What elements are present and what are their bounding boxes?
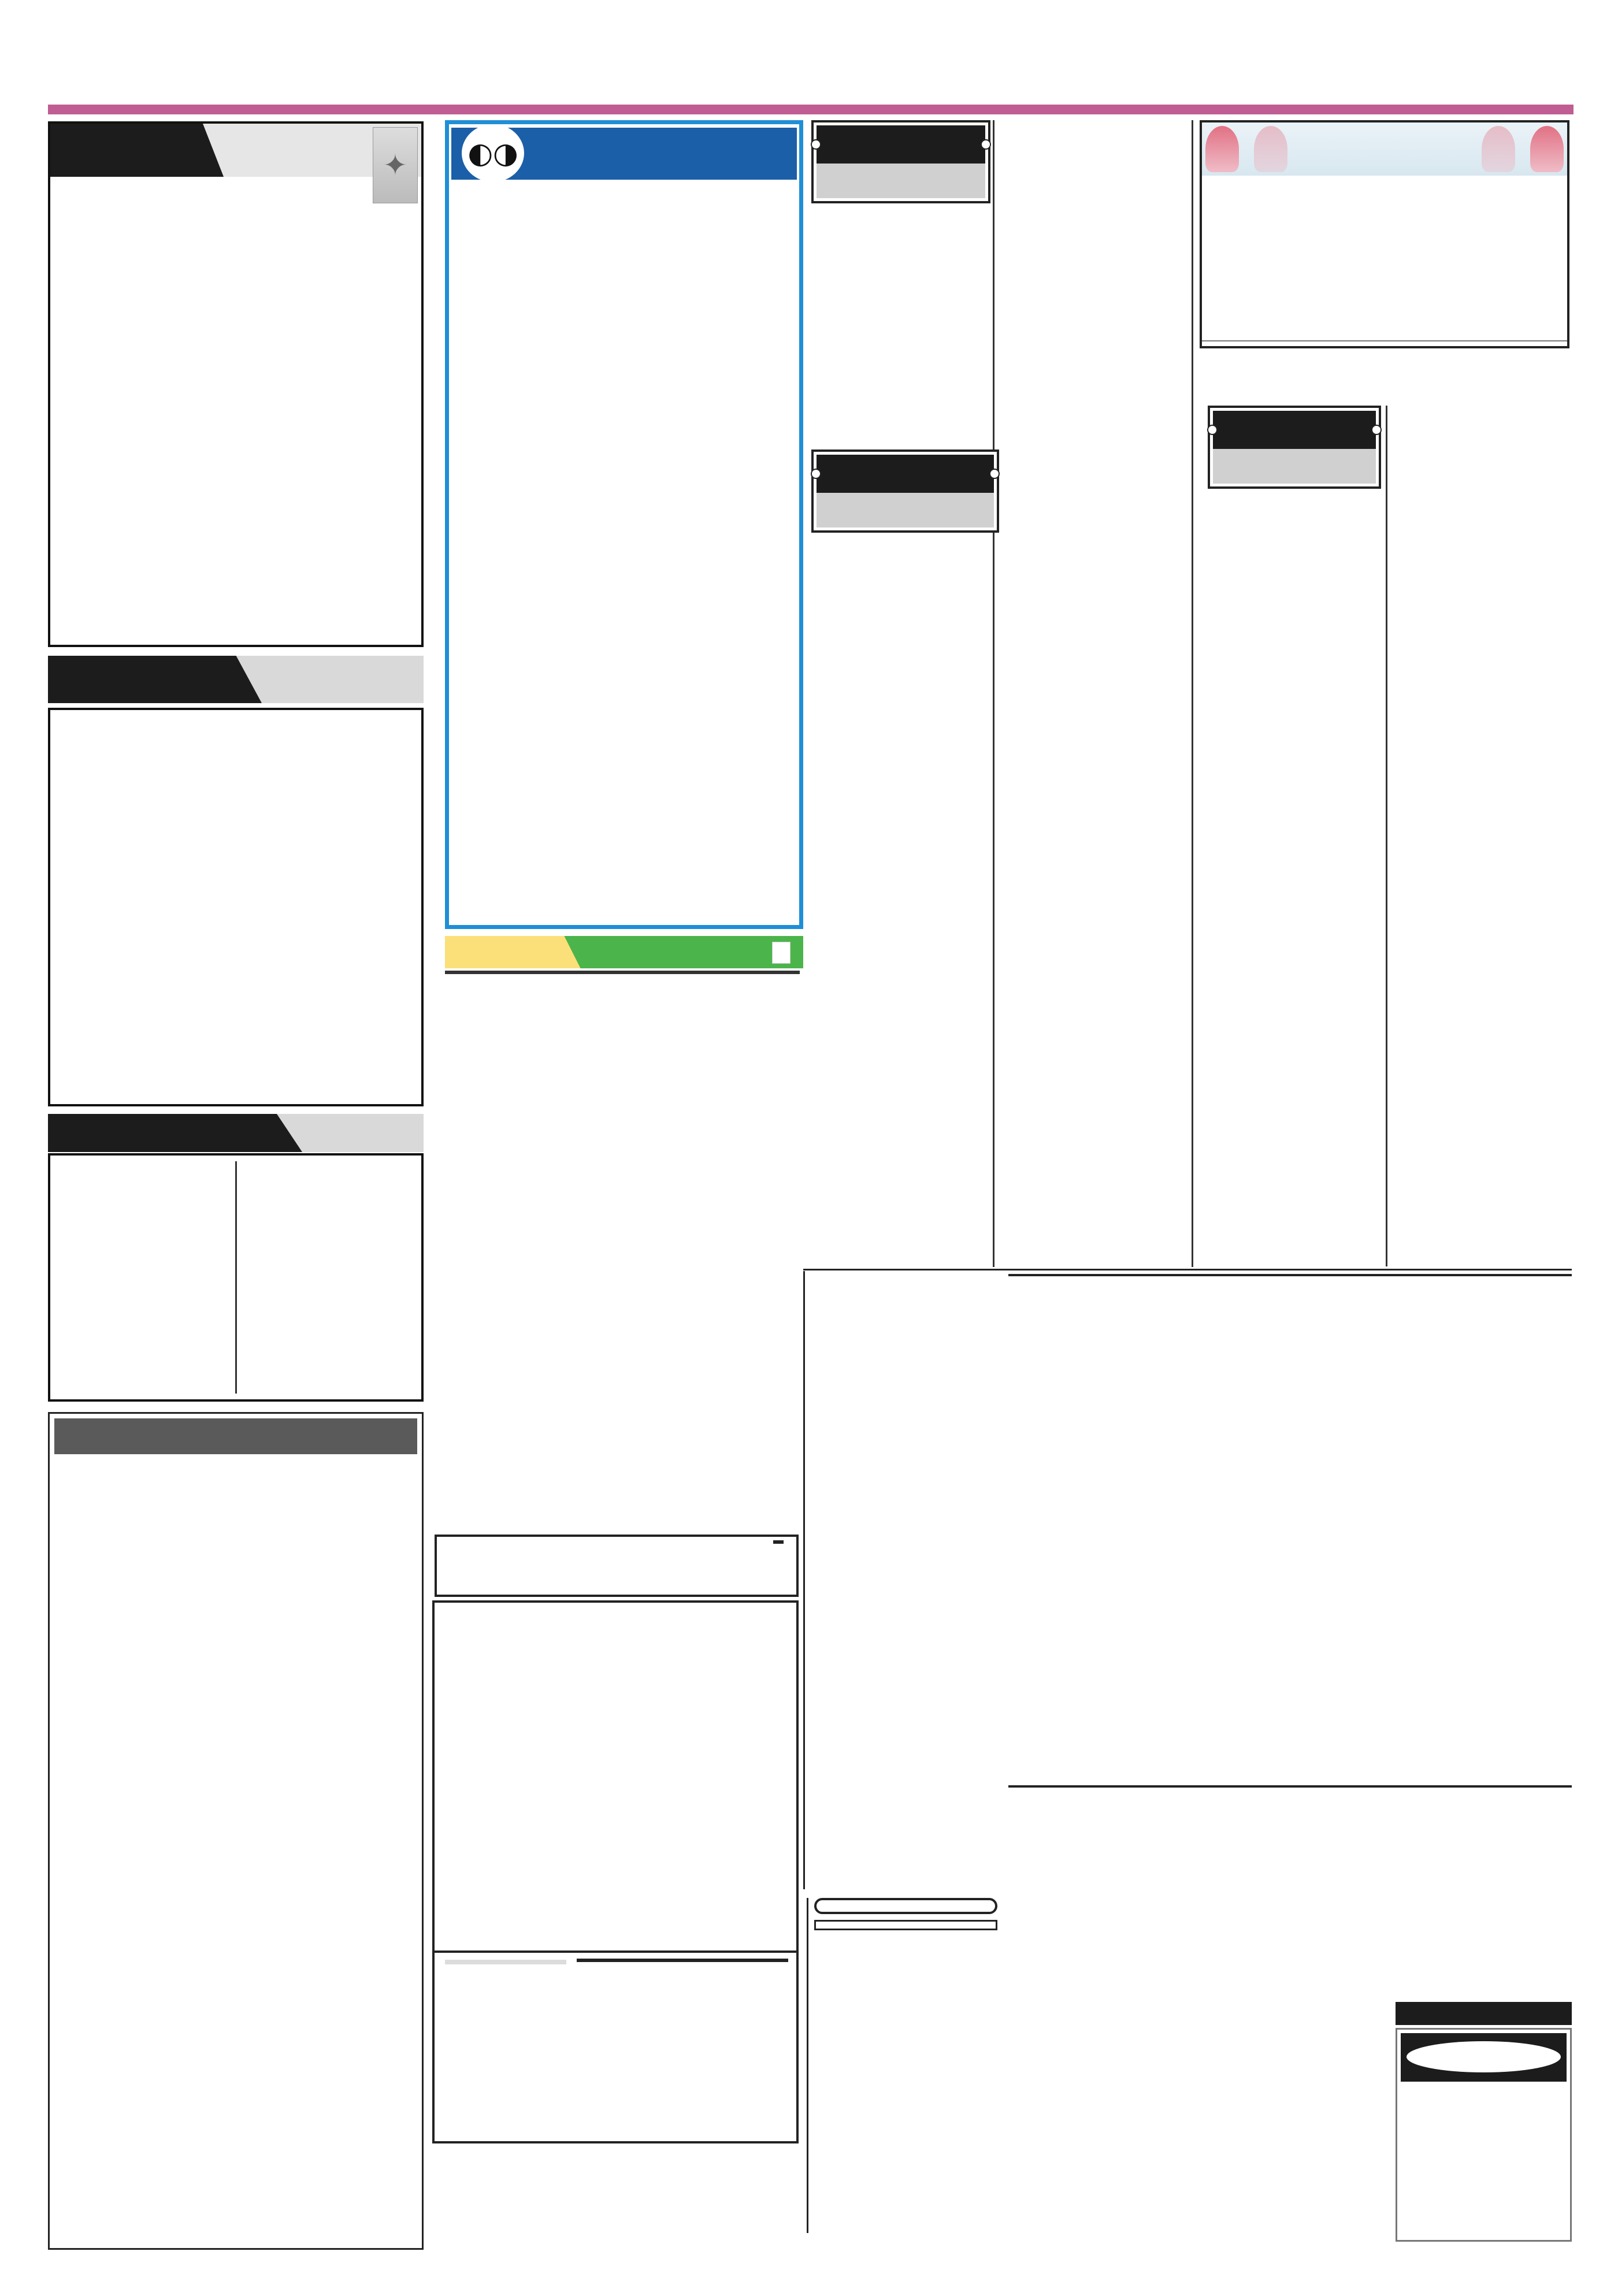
sudoku-rules-box <box>432 1953 799 2143</box>
kutch-obituaries-cont <box>1000 120 1185 444</box>
panchang-title <box>50 124 224 177</box>
kutch-avsan-header <box>811 120 990 203</box>
kakuro-id-box <box>772 942 791 964</box>
sudoku-rules <box>445 1957 566 1964</box>
startup-article <box>803 1271 1003 1889</box>
mumbai-obituary-col-1 <box>1208 492 1381 1266</box>
seizure-article <box>1008 1274 1572 1638</box>
saurashtra-obituary-column <box>811 449 999 1258</box>
birthday-header <box>48 1114 424 1152</box>
masthead-bar <box>48 105 1574 114</box>
kakuro-puzzle <box>445 971 803 1352</box>
ad-category <box>1407 2041 1561 2072</box>
vaat-band <box>451 128 797 180</box>
vaat-vaatma-column <box>445 120 803 929</box>
birthday-col-2 <box>254 1161 414 1394</box>
compiler-email <box>1202 340 1567 346</box>
birthday-title <box>48 1114 302 1152</box>
mumbai-obituary-col-2 <box>1391 406 1571 1266</box>
column-divider <box>1192 120 1193 1267</box>
publisher-gujarati <box>814 1898 997 1914</box>
sudoku-number <box>773 1540 784 1544</box>
kutch-obituary-column <box>811 120 990 426</box>
lotus-icon <box>1530 126 1564 172</box>
masthead-left <box>48 70 54 103</box>
ganesh-image: ✦ <box>373 127 418 203</box>
horoscope-list <box>48 708 424 1106</box>
mantramugdh-banner <box>1202 122 1567 176</box>
panchang-header <box>50 124 421 177</box>
column-divider <box>235 1161 237 1394</box>
birthday-col-1 <box>58 1161 218 1394</box>
classifieds-header <box>1396 2002 1572 2025</box>
crossword <box>48 1412 424 2250</box>
edible-oil-article <box>1008 1641 1572 1779</box>
crossword-clues <box>57 1911 415 1912</box>
sudoku-header <box>435 1535 799 1597</box>
mumbai-avsan-header <box>1208 406 1381 486</box>
column-divider <box>1386 406 1387 1266</box>
publisher-english <box>814 1920 997 1930</box>
kakuro-header <box>445 936 803 968</box>
avsan-label <box>817 164 985 198</box>
sudoku-number-box <box>773 1539 784 1544</box>
sudoku-puzzle <box>432 1600 799 1953</box>
mantramugdh-box <box>1200 120 1569 348</box>
horoscope-header <box>48 656 424 703</box>
classified-ad <box>1396 2028 1572 2242</box>
saurashtra-avsan-title <box>817 455 994 493</box>
two-faces-icon: ◐◑ <box>462 124 524 182</box>
lotus-icon <box>1482 126 1515 172</box>
masthead <box>48 70 1574 105</box>
lotus-icon <box>1254 126 1287 172</box>
obituary-column-4 <box>1000 120 1185 1270</box>
ad-body <box>1397 2085 1570 2090</box>
crossword-header <box>54 1418 417 1454</box>
avsan-label <box>817 493 994 527</box>
kakuro-grid <box>445 971 800 974</box>
article-kicker <box>1008 1274 1572 1276</box>
birthday-box <box>48 1153 424 1402</box>
horoscope-title <box>48 656 262 703</box>
mumbai-avsan-title <box>1213 411 1376 449</box>
kutch-avsan-title <box>817 125 985 164</box>
sudoku-rules-list <box>445 1960 566 1964</box>
saurashtra-avsan-header <box>811 449 999 533</box>
publisher-box <box>807 1898 997 2233</box>
avsan-label <box>1213 449 1376 484</box>
sudoku-solution-grid <box>577 1959 788 1962</box>
lotus-icon <box>1205 126 1239 172</box>
section-divider <box>803 1269 1572 1270</box>
gold-silver-headline <box>1008 1785 1572 1924</box>
festival-title <box>50 177 421 181</box>
panchang-box <box>48 121 424 647</box>
ad-category-band <box>1401 2033 1567 2082</box>
quotes-list <box>1202 176 1567 180</box>
